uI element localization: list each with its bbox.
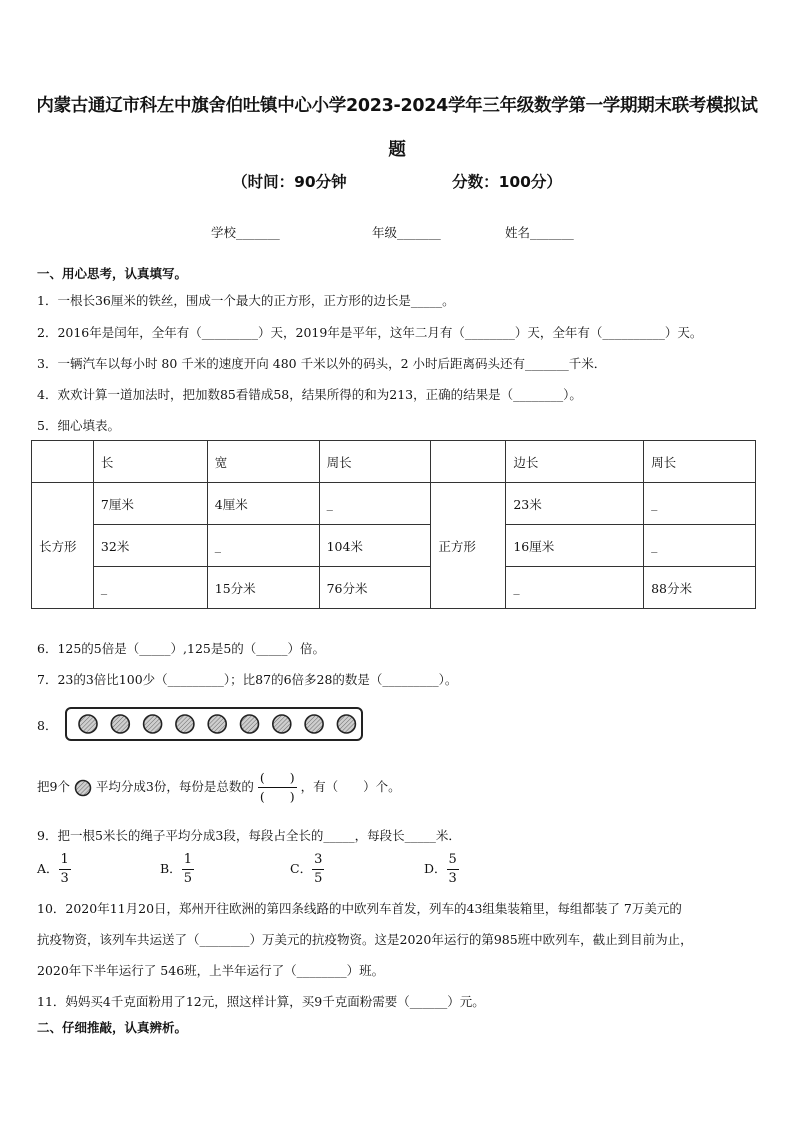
frac-denominator: 3: [60, 871, 69, 886]
table-cell[interactable]: _: [506, 567, 644, 609]
option-label: D．: [424, 861, 447, 876]
bead: [144, 715, 162, 733]
exam-time: （时间：90分钟: [232, 173, 347, 191]
bead: [241, 715, 259, 733]
bead-icon: [74, 779, 92, 797]
question-9: 9．把一根5米长的绳子平均分成3段，每段占全长的_____，每段长_____米．: [37, 828, 461, 843]
bead: [305, 715, 323, 733]
exam-score: 分数：100分）: [452, 173, 562, 191]
table-cell[interactable]: _: [319, 483, 431, 525]
table-cell: 4厘米: [207, 483, 319, 525]
frac-numerator: 3: [312, 851, 324, 870]
option-label: C．: [290, 861, 313, 876]
frac-numerator: 5: [447, 851, 459, 870]
section-heading-2: 二、仔细推敲，认真辨析。: [37, 1020, 188, 1035]
section-heading-1: 一、用心思考，认真填写。: [37, 266, 188, 281]
q8-frac-denominator[interactable]: ( ): [259, 789, 295, 804]
question-10-line-2: 抗疫物资，该列车共运送了（________）万美元的抗疫物资。这是2020年运行的第985班中欧列车，截止到目前为止，: [37, 932, 693, 947]
q8-text-a: 把9个: [37, 779, 70, 794]
table-row: [32, 525, 756, 567]
table-header-row: [32, 441, 756, 483]
table-cell: 15分米: [207, 567, 319, 609]
table-cell[interactable]: _: [644, 483, 756, 525]
fill-table: [31, 440, 756, 609]
table-header-cell: 周长: [319, 441, 431, 483]
table-cell: 88分米: [644, 567, 756, 609]
question-8-number: 8．: [37, 718, 58, 733]
bead: [79, 715, 97, 733]
table-cell: 23米: [506, 483, 644, 525]
table-header-cell: 长: [93, 441, 207, 483]
page-title: 内蒙古通辽市科左中旗舍伯吐镇中心小学2023-2024学年三年级数学第一学期期末联考模拟试题: [36, 96, 758, 160]
q8-frac-numerator[interactable]: ( ): [258, 769, 297, 788]
question-1: 1．一根长36厘米的铁丝，围成一个最大的正方形，正方形的边长是_____。: [37, 293, 455, 308]
q8-text-b: 平均分成3份，每份是总数的: [95, 779, 254, 794]
bead: [273, 715, 291, 733]
question-2: 2．2016年是闰年，全年有（_________）天，2019年是平年，这年二月有（________）天，全年有（__________）天。: [37, 325, 703, 340]
frac-numerator: 1: [59, 851, 71, 870]
table-row: [32, 567, 756, 609]
table-header-cell: 周长: [644, 441, 756, 483]
frac-denominator: 5: [183, 871, 192, 886]
q8-fraction: [258, 769, 297, 806]
grade-field[interactable]: 年级_______: [372, 225, 441, 240]
question-10-line-1: 10．2020年11月20日，郑州开往欧洲的第四条线路的中欧列车首发，列车的43组集装箱里，每组都装了 7万美元的: [37, 901, 682, 916]
option-fraction: [447, 851, 459, 888]
option-fraction: [312, 851, 324, 888]
rectangle-label: 长方形: [32, 483, 94, 609]
school-field[interactable]: 学校_______: [211, 225, 280, 240]
bead: [111, 715, 129, 733]
table-cell[interactable]: _: [207, 525, 319, 567]
q8-text-c: ，有（ ）个。: [300, 779, 401, 794]
question-4: 4．欢欢计算一道加法时，把加数85看错成58，结果所得的和为213，正确的结果是（________）。: [37, 387, 582, 402]
table-cell: 7厘米: [93, 483, 207, 525]
table-cell[interactable]: _: [644, 525, 756, 567]
table-cell: 32米: [93, 525, 207, 567]
square-label: 正方形: [431, 483, 506, 609]
beads-svg: [67, 709, 361, 739]
option-fraction: [182, 851, 194, 888]
question-8-text: [37, 769, 401, 806]
bead: [208, 715, 226, 733]
table-cell: 16厘米: [506, 525, 644, 567]
option-label: A．: [37, 861, 59, 876]
table-header-cell: [32, 441, 94, 483]
question-3: 3．一辆汽车以每小时 80 千米的速度开向 480 千米以外的码头，2 小时后距离码头还有_______千米．: [37, 356, 607, 371]
option-a[interactable]: [37, 851, 71, 888]
table-header-cell: 边长: [506, 441, 644, 483]
frac-denominator: 3: [448, 871, 457, 886]
question-5: 5．细心填表。: [37, 418, 120, 433]
option-fraction: [59, 851, 71, 888]
table-header-cell: [431, 441, 506, 483]
table-cell[interactable]: _: [93, 567, 207, 609]
option-b[interactable]: [160, 851, 194, 888]
option-label: B．: [160, 861, 182, 876]
bead-frame: [65, 707, 363, 741]
table-cell: 76分米: [319, 567, 431, 609]
question-10-line-3: 2020年下半年运行了 546班，上半年运行了（________）班。: [37, 963, 385, 978]
question-11: 11．妈妈买4千克面粉用了12元，照这样计算，买9千克面粉需要（______）元。: [37, 994, 485, 1009]
frac-numerator: 1: [182, 851, 194, 870]
bead: [337, 715, 355, 733]
question-7: 7．23的3倍比100少（_________）；比87的6倍多28的数是（_________）。: [37, 672, 458, 687]
option-c[interactable]: [290, 851, 324, 888]
table-cell: 104米: [319, 525, 431, 567]
question-6: 6．125的5倍是（_____）,125是5的（_____）倍。: [37, 641, 326, 656]
name-field[interactable]: 姓名_______: [505, 225, 574, 240]
table-row: [32, 483, 756, 525]
frac-denominator: 5: [314, 871, 323, 886]
option-d[interactable]: [424, 851, 459, 888]
table-header-cell: 宽: [207, 441, 319, 483]
exam-meta: [0, 170, 794, 192]
bead: [176, 715, 194, 733]
